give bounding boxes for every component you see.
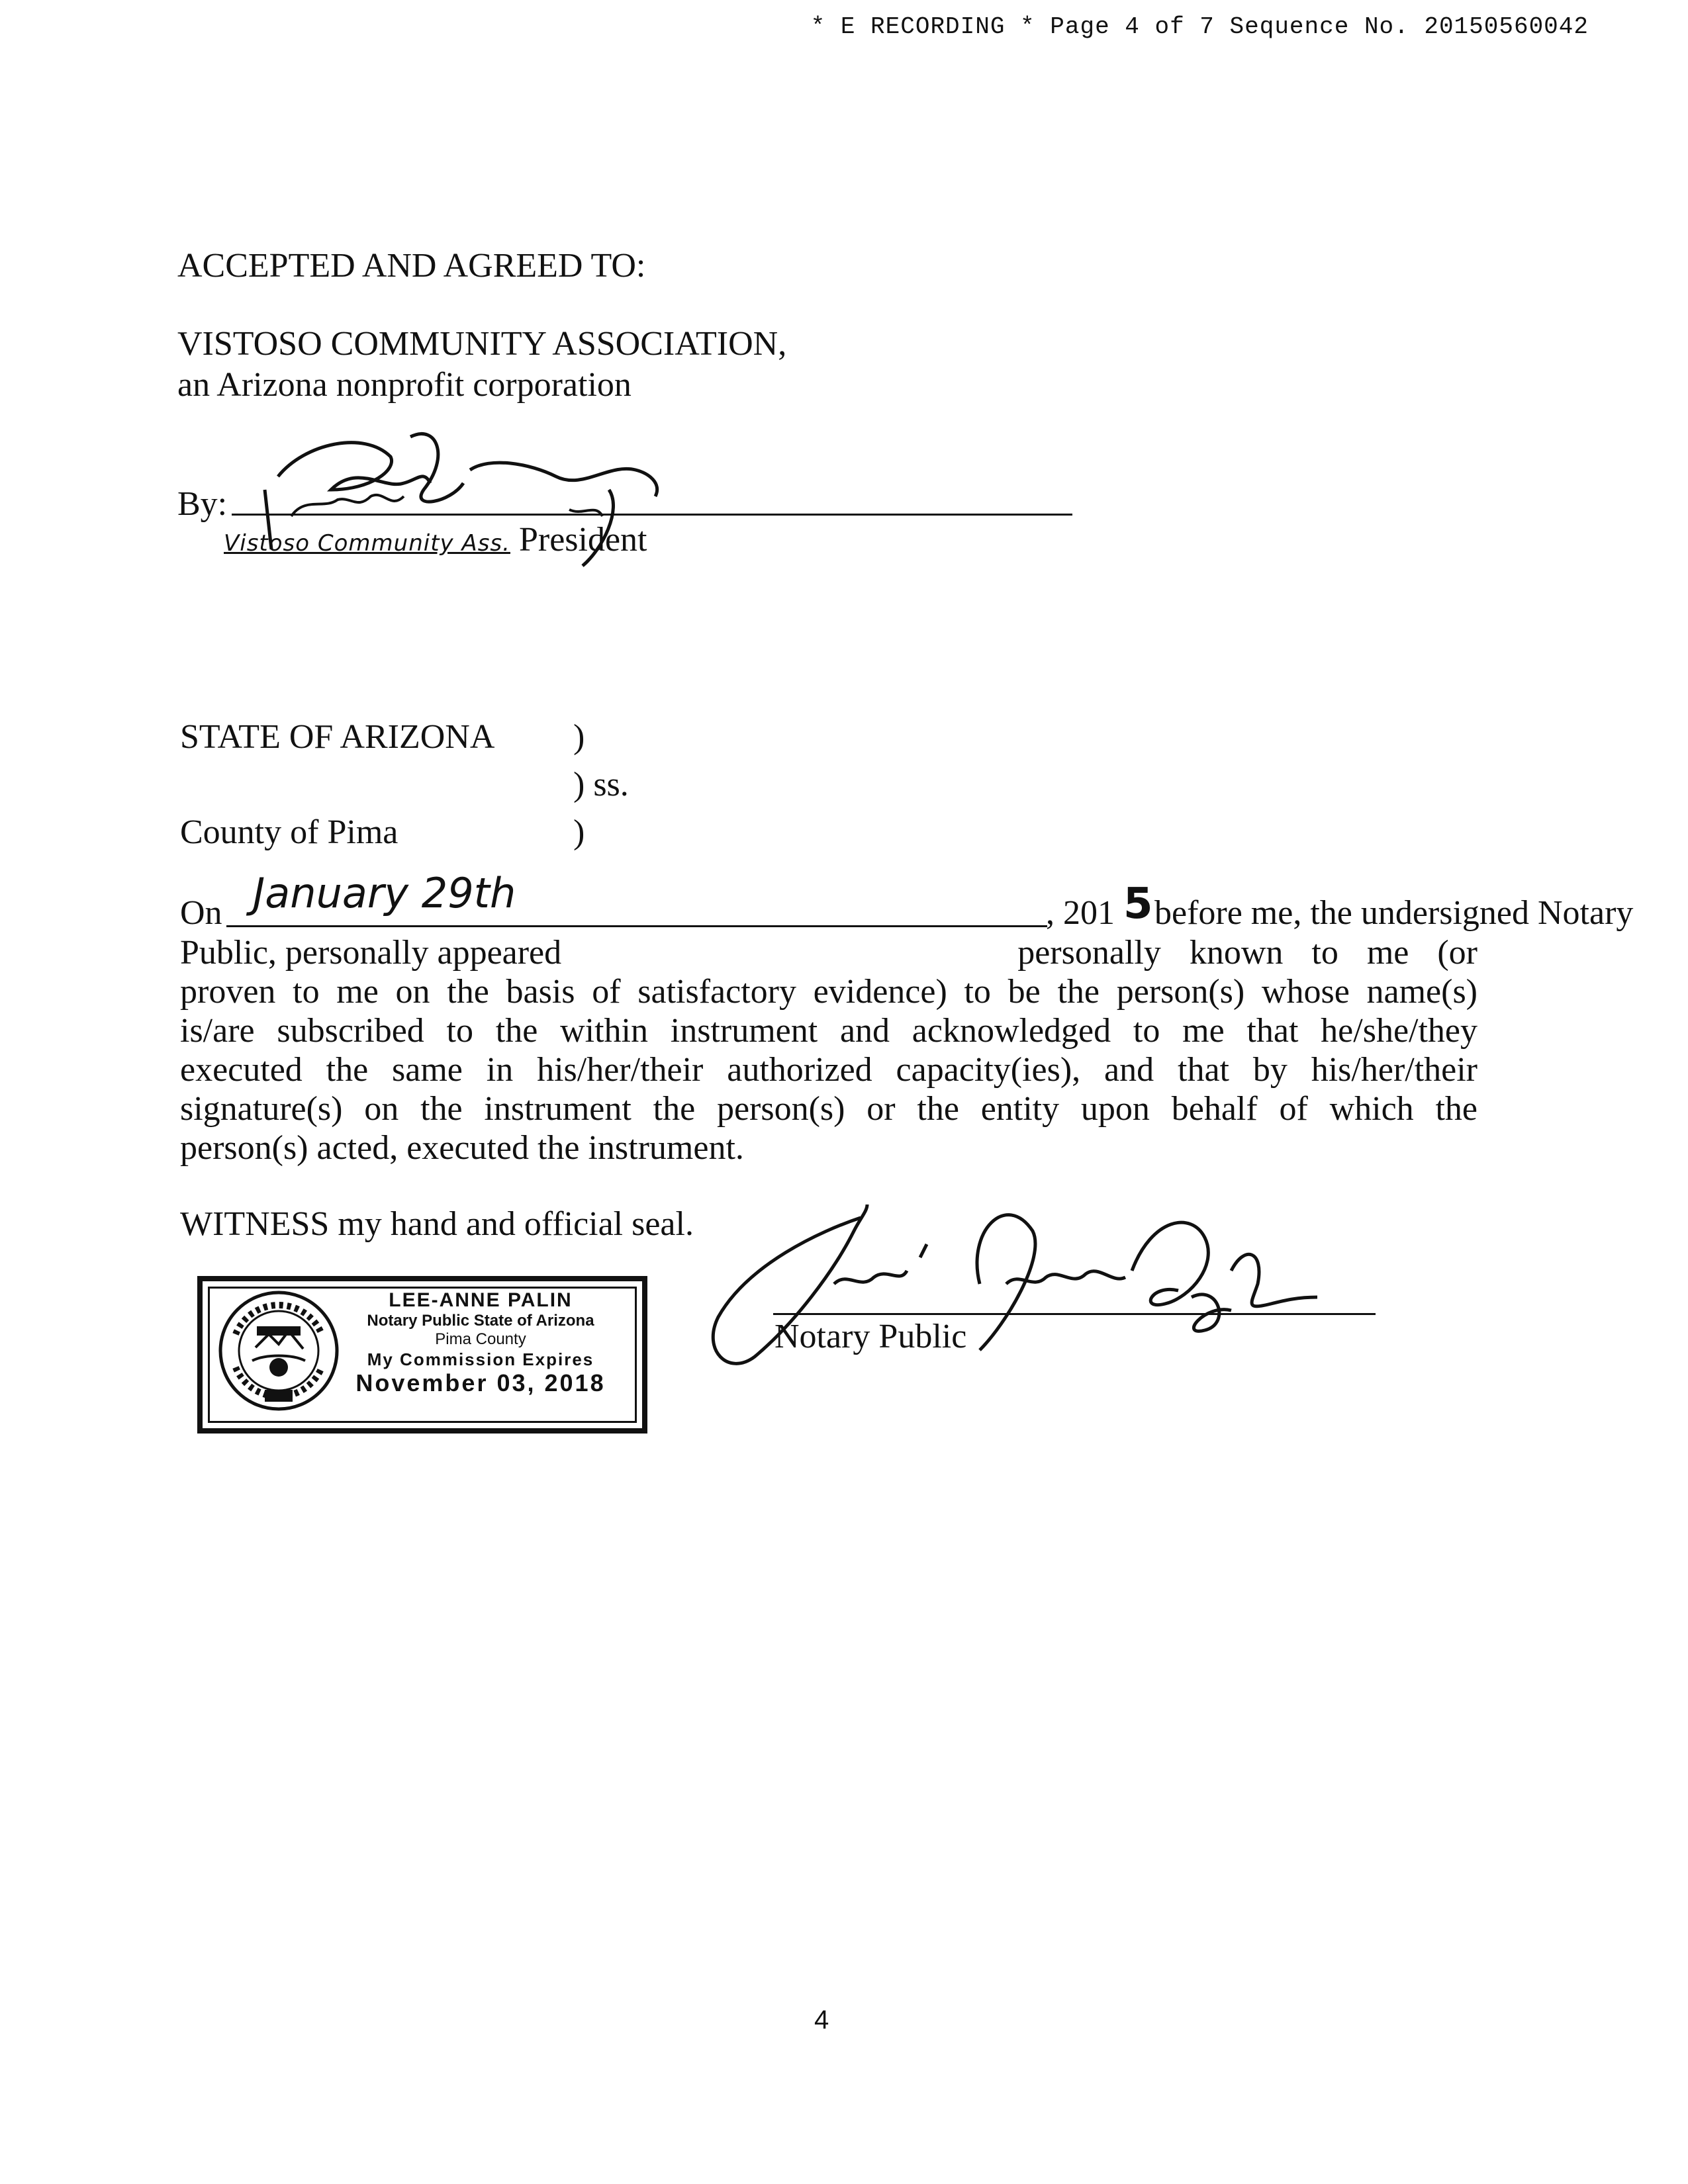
- venue-paren-3: ): [573, 813, 585, 851]
- notary-stamp: [197, 1276, 647, 1433]
- organization-name: VISTOSO COMMUNITY ASSOCIATION,: [177, 325, 787, 363]
- before-me-text: before me, the undersigned Notary: [1154, 894, 1634, 932]
- organization-description: an Arizona nonprofit corporation: [177, 366, 632, 404]
- president-signature: [252, 417, 675, 576]
- notary-stamp-text: [335, 1289, 626, 1396]
- date-line: [226, 925, 1047, 927]
- handwritten-year-digit: 5: [1123, 880, 1153, 929]
- personally-appeared-text: Public, personally appeared: [180, 934, 562, 972]
- accepted-heading: ACCEPTED AND AGREED TO:: [177, 247, 646, 285]
- acknowledgment-line-5: executed the same in his/her/their authorized capacity(ies), and that by his/her/their: [180, 1051, 1477, 1089]
- personally-known-text: personally known to me (or: [1017, 934, 1477, 972]
- acknowledgment-line-6: signature(s) on the instrument the person(s) or the entity upon behalf of which the: [180, 1090, 1477, 1128]
- commission-expiration: November 03, 2018: [355, 1369, 606, 1396]
- venue-paren-1: ): [573, 718, 585, 756]
- notary-state: Notary Public State of Arizona: [367, 1312, 594, 1330]
- notary-name: LEE-ANNE PALIN: [389, 1289, 573, 1311]
- county-label: County of Pima: [180, 813, 399, 851]
- signer-title-handwritten: Vistoso Community Ass.: [224, 530, 510, 557]
- signer-title-printed: President: [518, 521, 647, 559]
- by-label: By:: [177, 485, 228, 523]
- page-number: 4: [814, 2005, 829, 2034]
- acknowledgment-line-4: is/are subscribed to the within instrument and acknowledged to me that he/she/they: [180, 1012, 1477, 1050]
- year-prefix: , 201: [1046, 894, 1115, 932]
- acknowledgment-paragraph: [180, 933, 1477, 1167]
- notary-public-label: Notary Public: [774, 1318, 967, 1355]
- arizona-seal-icon: [216, 1288, 342, 1414]
- venue-ss: ) ss.: [573, 766, 629, 803]
- commission-label: My Commission Expires: [367, 1349, 594, 1369]
- notary-signature: [702, 1191, 1324, 1383]
- acknowledgment-line-3: proven to me on the basis of satisfactory evidence) to be the person(s) whose name(s): [180, 973, 1477, 1011]
- state-label: STATE OF ARIZONA: [180, 718, 495, 756]
- acknowledgment-line-2: [180, 933, 1477, 972]
- notary-county: Pima County: [435, 1330, 526, 1348]
- on-label: On: [180, 894, 222, 932]
- recording-header: * E RECORDING * Page 4 of 7 Sequence No. 20150560042: [810, 13, 1589, 40]
- handwritten-date: January 29th: [253, 869, 516, 917]
- acknowledgment-line-7: person(s) acted, executed the instrument.: [180, 1129, 744, 1167]
- witness-text: WITNESS my hand and official seal.: [180, 1205, 694, 1243]
